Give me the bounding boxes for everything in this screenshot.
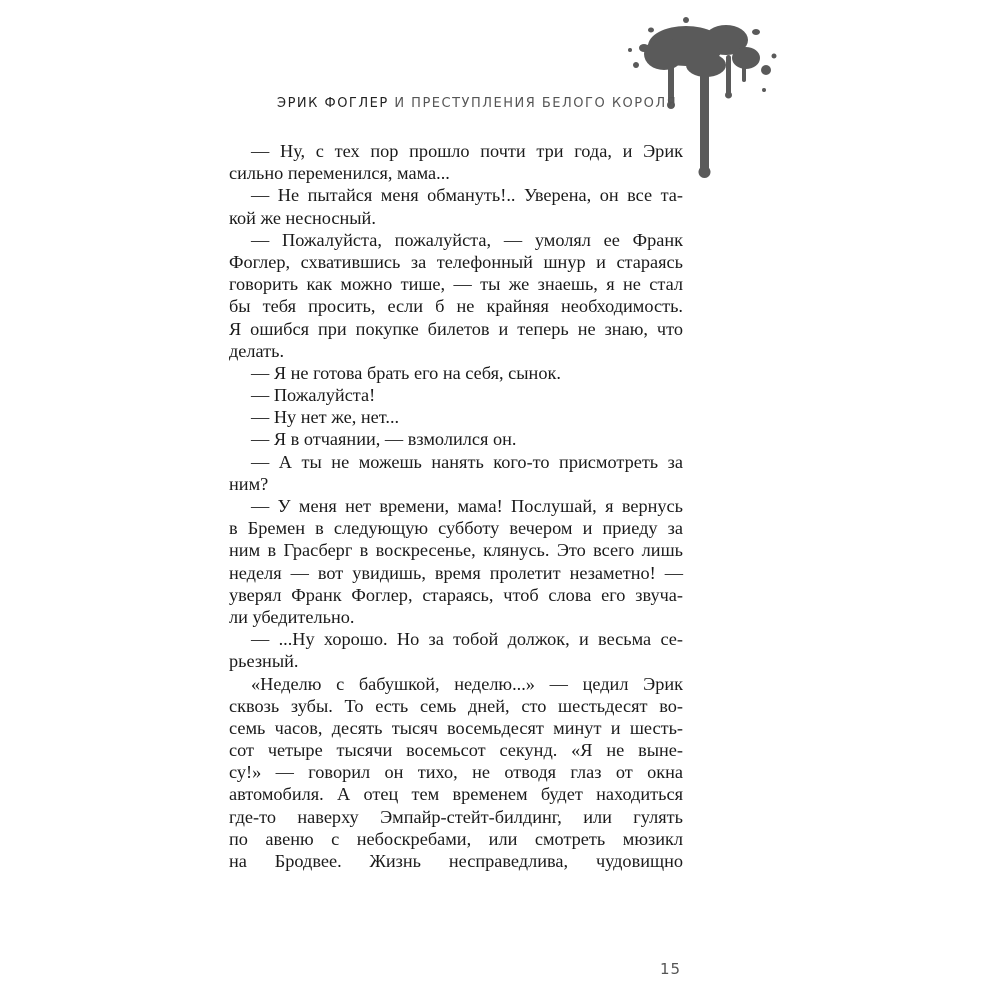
text-line: сот четыре тысячи восемьсот секунд. «Я не вынe-: [229, 740, 683, 761]
body-text: [229, 140, 683, 872]
text-line: Фоглер, схватившись за телефонный шнур и стараясь: [229, 251, 683, 272]
text-line: по авеню с небоскребами, или смотреть мюзикл: [229, 828, 683, 849]
text-line: — Пожалуйста!: [251, 385, 376, 406]
text-line: кой же несносный.: [229, 207, 376, 228]
text-line: Я ошибся при покупке билетов и теперь не знаю, что: [229, 318, 683, 339]
text-line: — Я не готова брать его на себя, сынок.: [251, 362, 561, 383]
text-line: уверял Франк Фоглер, стараясь, чтоб слова его звуча-: [229, 584, 683, 605]
text-line: сквозь зубы. То есть семь дней, сто шестьдесят во-: [229, 695, 683, 716]
text-line: на Бродвее. Жизнь несправедлива, чудовищно: [229, 851, 683, 871]
text-line: говорить как можно тише, — ты же знаешь, я не стал: [229, 274, 683, 295]
text-line: неделя — вот увидишь, время пролетит незаметно! —: [229, 562, 683, 583]
text-line: — Пожалуйста, пожалуйста, — умолял ее Франк: [251, 229, 683, 250]
text-line: ним в Грасберг в воскресенье, клянусь. Это всего лишь: [229, 540, 683, 561]
text-line: где-то наверху Эмпайр-стейт-билдинг, или гулять: [229, 806, 683, 827]
text-line: сильно переменился, мама...: [229, 163, 450, 184]
header-author: ЭРИК ФОГЛЕР: [277, 96, 389, 111]
text-line: — У меня нет времени, мама! Послушай, я вернусь: [251, 496, 683, 516]
text-line: ли убедительно.: [229, 606, 355, 627]
text-line: — Я в отчаянии, — взмолился он.: [251, 429, 517, 450]
text-line: — Ну, с тех пор прошло почти три года, и Эрик: [251, 141, 683, 161]
text-line: автомобиля. А отец тем временем будет находиться: [229, 784, 683, 805]
text-line: — Не пытайся меня обмануть!.. Уверена, он все та-: [251, 185, 683, 206]
text-line: ним?: [229, 473, 269, 494]
header-title: И ПРЕСТУПЛЕНИЯ БЕЛОГО КОРОЛЯ: [394, 96, 678, 111]
text-line: рьезный.: [229, 651, 299, 672]
text-line: — А ты не можешь нанять кого-то присмотреть за: [251, 451, 683, 472]
text-line: — ...Ну хорошо. Но за тобой должок, и весьма се-: [251, 629, 683, 650]
text-line: семь часов, десять тысяч восемьдесят минут и шесть-: [229, 717, 683, 738]
text-line: в Бремен в следующую субботу вечером и приеду за: [229, 518, 683, 539]
running-header: [277, 96, 677, 111]
text-line: бы тебя просить, если б не крайняя необходимость.: [229, 296, 683, 317]
text-line: — Ну нет же, нет...: [251, 407, 400, 428]
page-number: 15: [660, 960, 682, 978]
text-line: делать.: [229, 340, 285, 361]
text-line: «Неделю с бабушкой, неделю...» — цедил Эрик: [251, 673, 683, 694]
text-line: су!» — говорил он тихо, не отводя глаз от окна: [229, 762, 683, 783]
